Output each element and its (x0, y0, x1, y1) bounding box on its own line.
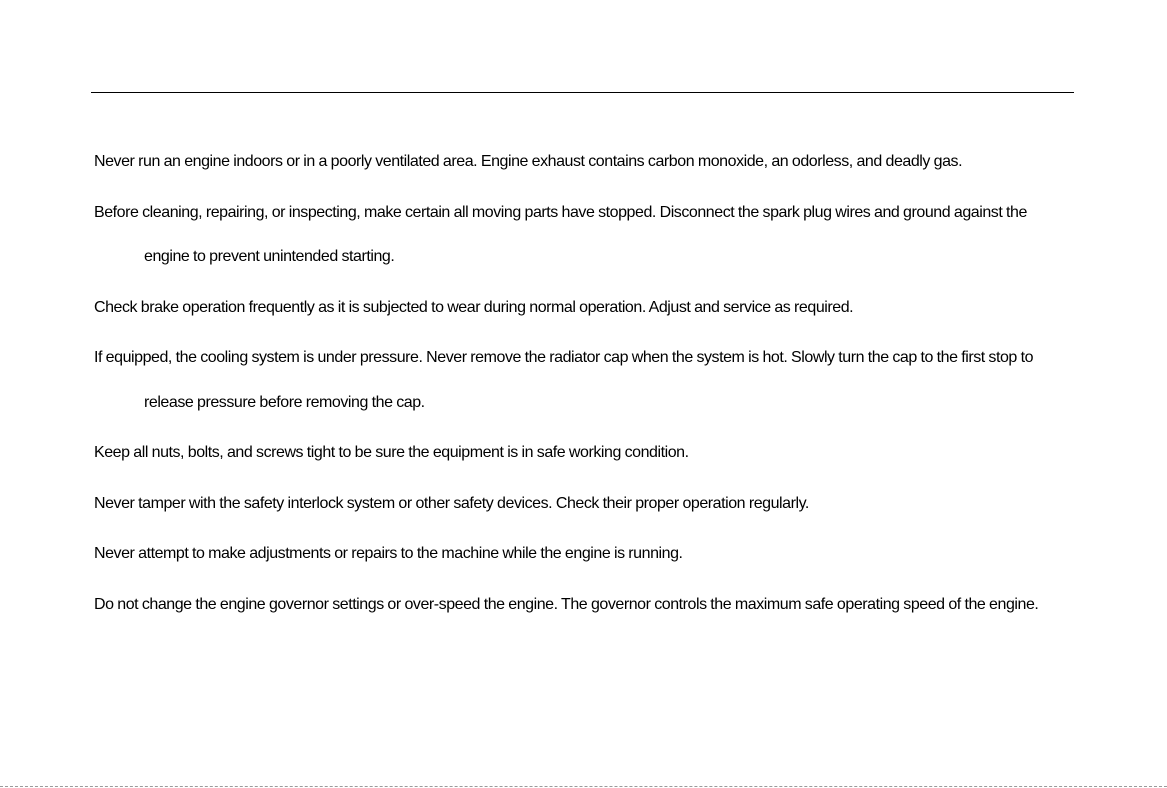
safety-rule-moving-parts: Before cleaning, repairing, or inspecting, make certain all moving parts have stopped. Disconnect the spark plug wires and ground against the engine to prevent unintended starting. (94, 203, 1027, 265)
safety-rule-brakes: Check brake operation frequently as it is subjected to wear during normal operation. Adjust and service as required. (94, 298, 854, 316)
safety-rule-exhaust: Never run an engine indoors or in a poorly ventilated area. Engine exhaust contains carbon monoxide, an odorless, and deadly gas. (94, 153, 963, 170)
safety-rule-cooling-system: If equipped, the cooling system is under pressure. Never remove the radiator cap when the system is hot. Slowly turn the cap to the first stop to release pressure before removing the cap. (94, 349, 1034, 411)
safety-rules-list (94, 140, 1074, 633)
safety-rule-governor: Do not change the engine governor settings or over-speed the engine. The governor controls the maximum safe operating speed of the engine. (94, 595, 1039, 613)
header-rule (91, 92, 1074, 93)
footer-rule (0, 786, 1167, 787)
safety-rule-adjustments: Never attempt to make adjustments or repairs to the machine while the engine is running. (94, 545, 683, 562)
safety-rule-interlock: Never tamper with the safety interlock system or other safety devices. Check their proper operation regularly. (94, 494, 809, 512)
safety-rule-fasteners: Keep all nuts, bolts, and screws tight to be sure the equipment is in safe working condition. (94, 444, 689, 461)
